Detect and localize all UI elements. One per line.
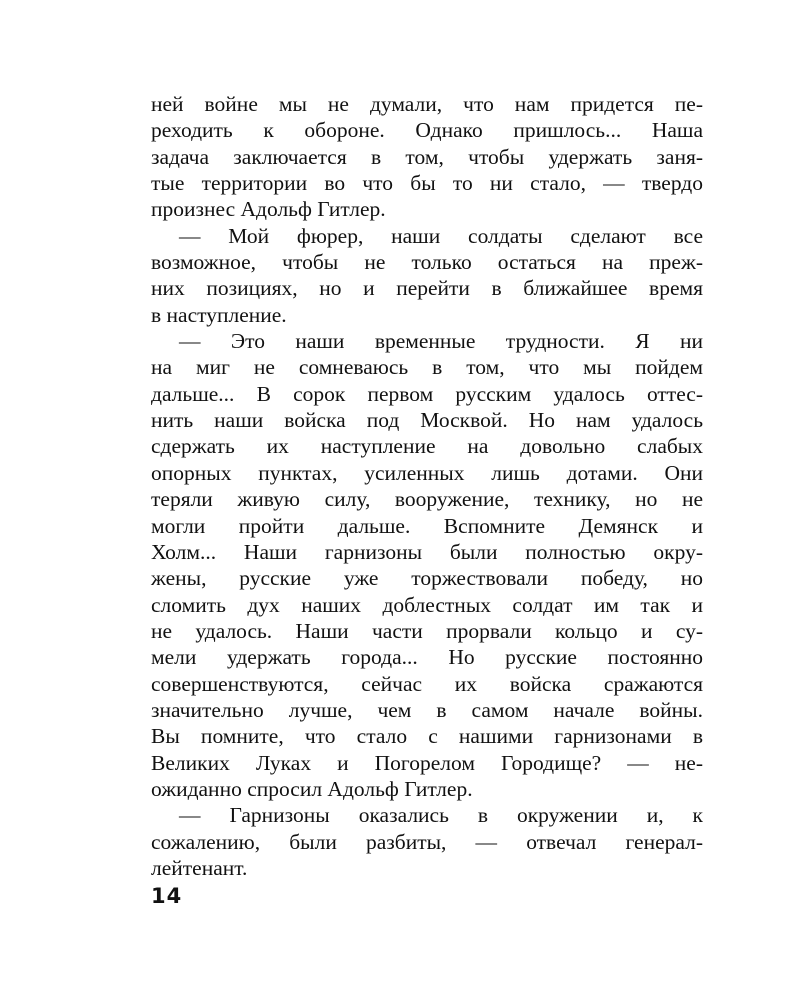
text-line: опорных пунктах, усиленных лишь дотами. Они — [151, 460, 703, 485]
text-line: тые территории во что бы то ни стало, — твердо — [151, 171, 703, 196]
paragraph — [151, 802, 703, 881]
text-line: сломить дух наших доблестных солдат им так и — [151, 592, 703, 617]
text-line: них позициях, но и перейти в ближайшее время — [151, 276, 703, 301]
paragraph — [151, 223, 703, 328]
page-number: 14 — [151, 884, 183, 908]
text-line: на миг не сомневаюсь в том, что мы пойдем — [151, 355, 703, 380]
text-line: дальше... В сорок первом русским удалось оттес- — [151, 381, 703, 406]
body-text — [151, 91, 703, 881]
text-line: произнес Адольф Гитлер. — [151, 197, 386, 222]
text-line: в наступление. — [151, 302, 287, 327]
text-line: совершенствуются, сейчас их войска сражаются — [151, 671, 703, 696]
paragraph — [151, 91, 703, 223]
text-line: — Это наши временные трудности. Я ни — [179, 329, 703, 354]
text-line: реходить к обороне. Однако пришлось... Наша — [151, 118, 703, 143]
text-line: мели удержать города... Но русские постоянно — [151, 645, 703, 670]
text-line: ней войне мы не думали, что нам придется пе- — [151, 92, 703, 116]
text-line: теряли живую силу, вооружение, технику, но не — [151, 487, 703, 512]
text-line: лейтенант. — [151, 855, 248, 880]
text-line: сожалению, были разбиты, — отвечал генерал- — [151, 829, 703, 854]
text-line: не удалось. Наши части прорвали кольцо и су- — [151, 618, 703, 643]
text-line: возможное, чтобы не только остаться на преж- — [151, 250, 703, 275]
paragraph — [151, 328, 703, 802]
text-line: — Мой фюрер, наши солдаты сделают все — [179, 223, 703, 248]
text-line: значительно лучше, чем в самом начале войны. — [151, 697, 703, 722]
text-line: жены, русские уже торжествовали победу, но — [151, 566, 703, 591]
text-line: Холм... Наши гарнизоны были полностью окру- — [151, 539, 703, 564]
text-line: нить наши войска под Москвой. Но нам удалось — [151, 408, 703, 433]
text-line: сдержать их наступление на довольно слабых — [151, 434, 703, 459]
text-line: ожиданно спросил Адольф Гитлер. — [151, 776, 473, 801]
text-line: Вы помните, что стало с нашими гарнизонами в — [151, 724, 703, 749]
text-line: Великих Луках и Погорелом Городище? — не- — [151, 750, 703, 775]
text-line: — Гарнизоны оказались в окружении и, к — [179, 803, 703, 828]
text-line: задача заключается в том, чтобы удержать заня- — [151, 144, 703, 169]
text-line: могли пройти дальше. Вспомните Демянск и — [151, 513, 703, 538]
